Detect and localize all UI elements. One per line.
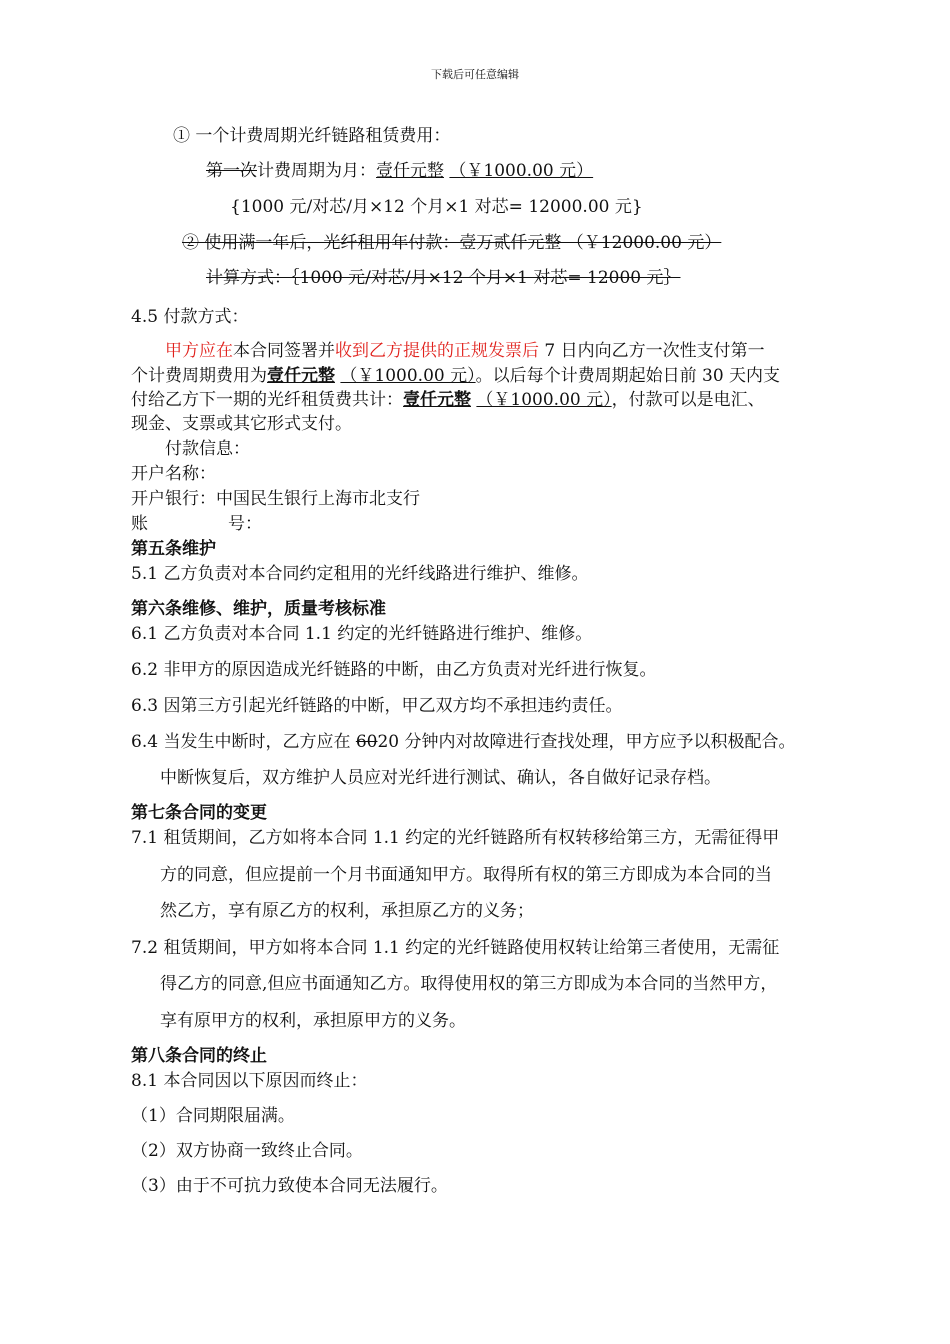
clause-6-4-cont: 中断恢复后，双方维护人员应对光纤进行测试、确认，各自做好记录存档。 [160,768,721,788]
clause-6-4 [131,731,796,753]
payment-para-line-3 [131,389,765,411]
fee-calc-line: {1000 元/对芯/月×12 个月×1 对芯= 12000.00 元} [230,197,643,217]
payment-text: 7 日内向乙方一次性支付第一 [539,341,765,361]
payment-text: 付给乙方下一期的光纤租赁费共计： [131,390,403,410]
fee-line-2 [206,160,593,182]
payment-para-line-1 [165,340,765,362]
list-item: （3）由于不可抗力致使本合同无法履行。 [131,1176,448,1196]
clause-7-2-line-2: 得乙方的同意,但应书面通知乙方。取得使用权的第三方即成为本合同的当然甲方， [160,974,778,994]
struck-text: 60 [355,732,378,752]
payment-amount-bold: 壹仟元整 [403,390,471,410]
page-header: 下载后可任意编辑 [431,68,519,81]
clause-7-1-line-1: 7.1 租赁期间，乙方如将本合同 1.1 约定的光纤链路所有权转移给第三方，无需征得甲 [131,828,780,848]
payment-title: 4.5 付款方式： [131,307,249,327]
payment-para-line-2 [131,365,780,387]
clause-text: 20 分钟内对故障进行查找处理，甲方应予以积极配合。 [377,732,796,752]
clause-6-3: 6.3 因第三方引起光纤链路的中断，甲乙双方均不承担违约责任。 [131,696,623,716]
account-bank: 开户银行：中国民生银行上海市北支行 [131,489,420,509]
payment-amount-paren: （￥1000.00 元） [340,366,476,386]
list-item: （1）合同期限届满。 [131,1106,295,1126]
clause-6-1: 6.1 乙方负责对本合同 1.1 约定的光纤链路进行维护、维修。 [131,624,593,644]
fee-annual-line: ② 使用满一年后，光纤租用年付款：壹万贰仟元整 （￥12000.00 元） [182,233,722,253]
clause-6-2: 6.2 非甲方的原因造成光纤链路的中断，由乙方负责对光纤进行恢复。 [131,660,657,680]
fee-amount-paren: （￥1000.00 元） [449,161,594,181]
section-8-title: 第八条合同的终止 [131,1046,267,1066]
payment-para-line-4: 现金、支票或其它形式支付。 [131,414,352,434]
payment-text: 个计费周期费用为 [131,366,267,386]
section-6-title: 第六条维修、维护，质量考核标准 [131,599,386,619]
payment-text: 。以后每个计费周期起始日前 30 天内支 [475,366,781,386]
clause-7-2-line-1: 7.2 租赁期间，甲方如将本合同 1.1 约定的光纤链路使用权转让给第三者使用，无需征 [131,938,780,958]
payment-amount-bold: 壹仟元整 [267,366,335,386]
clause-7-2-line-3: 享有原甲方的权利，承担原甲方的义务。 [160,1011,466,1031]
list-item: （2）双方协商一致终止合同。 [131,1141,363,1161]
payment-red-text-1: 甲方应在 [165,341,233,361]
payment-text: 本合同签署并 [233,341,335,361]
account-number-label-2: 号： [228,514,262,534]
clause-7-1-line-3: 然乙方，享有原乙方的权利，承担原乙方的义务； [160,901,534,921]
section-7-title: 第七条合同的变更 [131,803,267,823]
account-name: 开户名称： [131,464,216,484]
fee-line-1: ① 一个计费周期光纤链路租赁费用： [173,126,451,146]
clause-text: 6.4 当发生中断时，乙方应在 [131,732,356,752]
fee-annual-calc-line: 计算方式：｛1000 元/对芯/月×12 个月×1 对芯= 12000 元｝ [206,268,681,288]
payment-red-text-2: 收到乙方提供的正规发票后 [335,341,539,361]
fee-line-2-text: 计费周期为月： [257,161,376,181]
section-5-title: 第五条维护 [131,539,216,559]
clause-8-1: 8.1 本合同因以下原因而终止： [131,1071,368,1091]
payment-info-label: 付款信息： [165,439,250,459]
struck-text: 第一次 [206,161,257,181]
fee-amount: 壹仟元整 [376,161,444,181]
clause-7-1-line-2: 方的同意，但应提前一个月书面通知甲方。取得所有权的第三方即成为本合同的当 [160,865,772,885]
payment-amount-paren: （￥1000.00 元） [476,390,612,410]
account-number-label-1: 账 [131,514,148,534]
payment-text: ，付款可以是电汇、 [611,390,765,410]
clause-5-1: 5.1 乙方负责对本合同约定租用的光纤线路进行维护、维修。 [131,564,589,584]
